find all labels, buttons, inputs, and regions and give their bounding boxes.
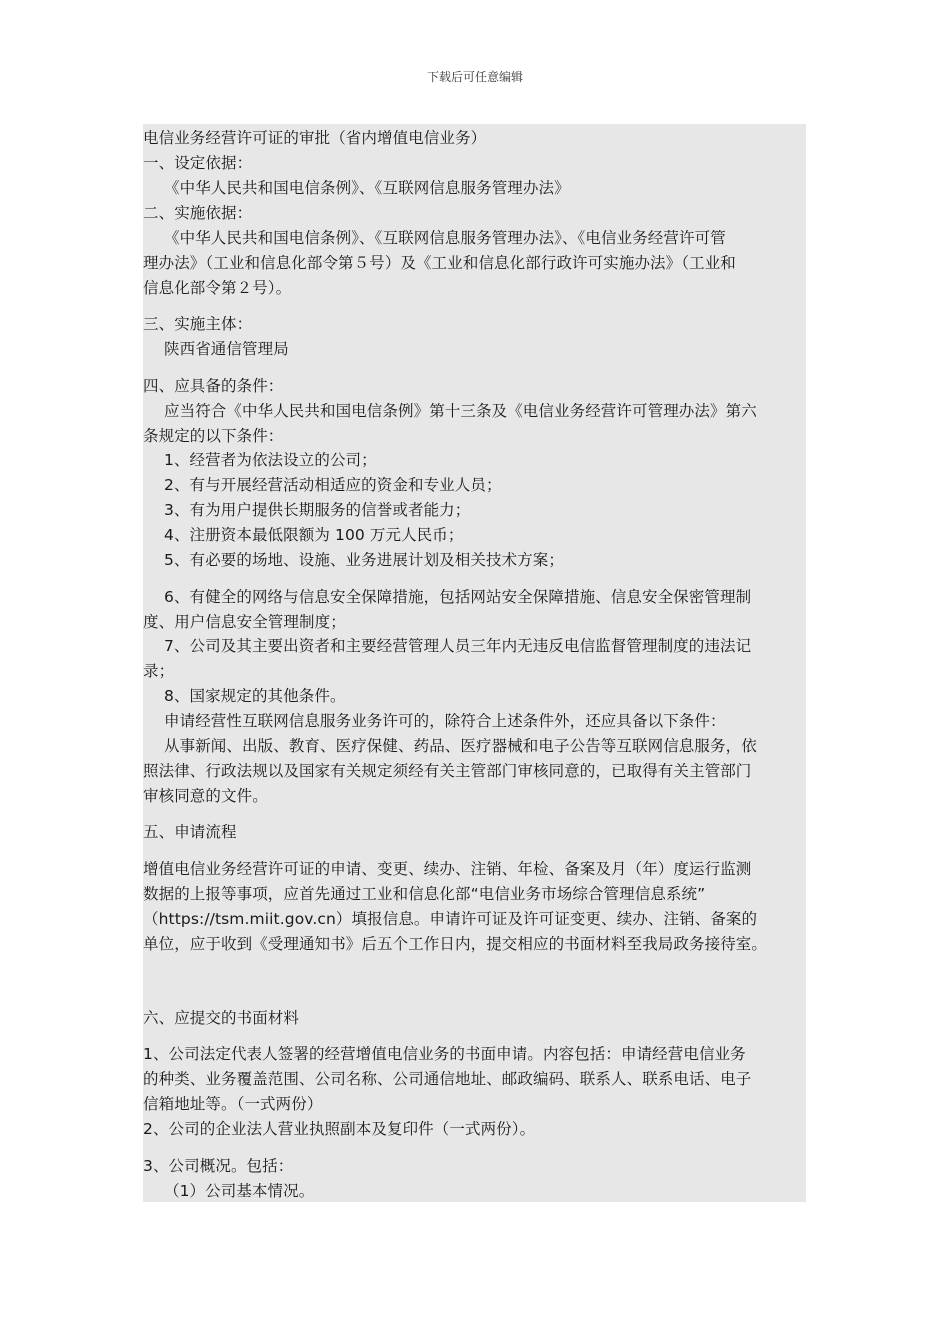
section-heading: 三、实施主体： <box>143 315 253 333</box>
text-line: 信箱地址等。（一式两份） <box>143 1095 323 1113</box>
text-line: 应当符合《中华人民共和国电信条例》第十三条及《电信业务经营许可管理办法》第六 <box>164 402 757 420</box>
text-line: 的种类、业务覆盖范围、公司名称、公司通信地址、邮政编码、联系人、联系电话、电子 <box>143 1070 752 1088</box>
text-line: 条规定的以下条件： <box>143 427 284 445</box>
text-line: 理办法》（工业和信息化部令第５号）及《工业和信息化部行政许可实施办法》（工业和 <box>143 254 736 272</box>
text-line: 照法律、行政法规以及国家有关规定须经有关主管部门审核同意的，已取得有关主管部门 <box>143 762 752 780</box>
list-item: 7、公司及其主要出资者和主要经营管理人员三年内无违反电信监督管理制度的违法记 <box>164 637 752 655</box>
text-line: （https://tsm.miit.gov.cn）填报信息。申请许可证及许可证变更、续办、注销、备案的 <box>143 910 758 928</box>
list-item: 1、公司法定代表人签署的经营增值电信业务的书面申请。内容包括：申请经营电信业务 <box>143 1045 746 1063</box>
list-item: 4、注册资本最低限额为 100 万元人民币； <box>164 526 464 544</box>
list-item: 3、有为用户提供长期服务的信誉或者能力； <box>164 501 471 519</box>
text-line: 《中华人民共和国电信条例》、《互联网信息服务管理办法》、《电信业务经营许可管 <box>164 229 726 247</box>
section-heading: 六、应提交的书面材料 <box>143 1009 300 1027</box>
section-heading: 四、应具备的条件： <box>143 377 284 395</box>
text-line: 增值电信业务经营许可证的申请、变更、续办、注销、年检、备案及月（年）度运行监测 <box>143 860 752 878</box>
section-heading: 二、实施依据： <box>143 204 253 222</box>
list-item: 5、有必要的场地、设施、业务进展计划及相关技术方案； <box>164 551 564 569</box>
list-item: 6、有健全的网络与信息安全保障措施，包括网站安全保障措施、信息安全保密管理制 <box>164 588 752 606</box>
text-line: 单位，应于收到《受理通知书》后五个工作日内，提交相应的书面材料至我局政务接待室。 <box>143 935 768 953</box>
text-line: 度、用户信息安全管理制度； <box>143 613 346 631</box>
list-item: 2、有与开展经营活动相适应的资金和专业人员； <box>164 476 502 494</box>
list-item: 2、公司的企业法人营业执照副本及复印件（一式两份）。 <box>143 1120 536 1138</box>
text-line: 信息化部令第２号）。 <box>143 279 292 297</box>
list-item: 1、经营者为依法设立的公司； <box>164 451 377 469</box>
list-item: 3、公司概况。包括： <box>143 1157 294 1175</box>
document-title: 电信业务经营许可证的审批（省内增值电信业务） <box>143 129 487 147</box>
text-line: 陕西省通信管理局 <box>164 340 289 358</box>
list-item: 8、国家规定的其他条件。 <box>164 687 346 705</box>
list-item: （1）公司基本情况。 <box>164 1182 315 1200</box>
text-line: 录； <box>143 662 175 680</box>
section-heading: 五、申请流程 <box>143 823 237 841</box>
page-header: 下载后可任意编辑 <box>426 70 523 84</box>
text-line: 数据的上报等事项，应首先通过工业和信息化部“电信业务市场综合管理信息系统” <box>143 885 706 903</box>
text-line: 审核同意的文件。 <box>143 787 268 805</box>
document-body <box>143 124 806 1202</box>
section-heading: 一、设定依据： <box>143 154 253 172</box>
text-line: 从事新闻、出版、教育、医疗保健、药品、医疗器械和电子公告等互联网信息服务，依 <box>164 737 757 755</box>
text-line: 《中华人民共和国电信条例》、《互联网信息服务管理办法》 <box>164 179 570 197</box>
text-line: 申请经营性互联网信息服务业务许可的，除符合上述条件外，还应具备以下条件： <box>164 712 726 730</box>
